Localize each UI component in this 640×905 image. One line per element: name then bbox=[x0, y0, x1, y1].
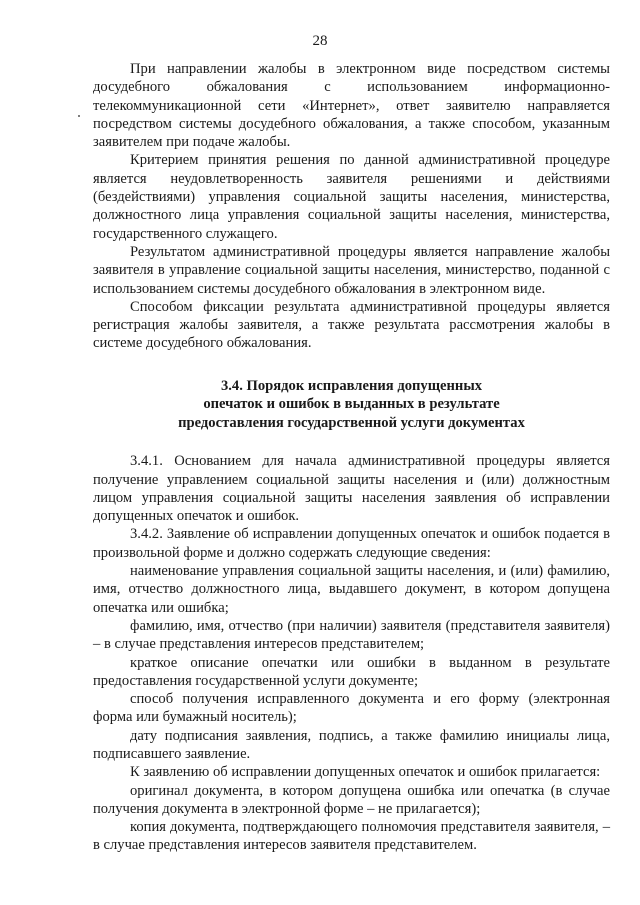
list-item: фамилию, имя, отчество (при наличии) заявителя (представителя заявителя) – в случае представления интересов представителем; bbox=[93, 617, 610, 653]
paragraph: Результатом административной процедуры является направление жалобы заявителя в управление социальной защиты населения, министерство, поданной с использованием системы досудебного обжалования в электронном виде. bbox=[93, 243, 610, 297]
section-heading-line: 3.4. Порядок исправления допущенных bbox=[220, 377, 483, 394]
paragraph: К заявлению об исправлении допущенных опечаток и ошибок прилагается: bbox=[130, 764, 601, 781]
list-item: копия документа, подтверждающего полномочия представителя заявителя, – в случае представления интересов заявителя представителем. bbox=[93, 819, 610, 854]
section-heading bbox=[93, 377, 610, 433]
document-body bbox=[93, 60, 610, 855]
list-item: способ получения исправленного документа и его форму (электронная форма или бумажный носитель); bbox=[93, 691, 610, 726]
paragraph: Способом фиксации результата административной процедуры является регистрация жалобы заявителя, а также результата рассмотрения жалобы в системе досудебного обжалования. bbox=[93, 298, 610, 352]
list-item: дату подписания заявления, подпись, а также фамилию инициалы лица, подписавшего заявление. bbox=[93, 727, 610, 762]
scan-speck bbox=[78, 115, 80, 117]
paragraph: Критерием принятия решения по данной административной процедуре является неудовлетворенность заявителя решениями и действиями (бездействиями) управления социальной защиты населения, министерства, должностного лица управления социальной защиты населения, министерства, государственного служащего. bbox=[93, 152, 610, 242]
list-item: оригинал документа, в котором допущена ошибка или опечатка (в случае получения документа в электронной форме – не прилагается); bbox=[93, 782, 610, 817]
section-heading-line: предоставления государственной услуги документах bbox=[178, 414, 525, 431]
list-item: краткое описание опечатки или ошибки в выданном в результате предоставления государственной услуги документе; bbox=[93, 654, 610, 689]
list-item: наименование управления социальной защиты населения, и (или) фамилию, имя, отчество должностного лица, выдавшего документ, в котором допущена опечатка или ошибка; bbox=[93, 563, 610, 616]
paragraph: При направлении жалобы в электронном виде посредством системы досудебного обжалования с использованием информационно-телекоммуникационной сети «Интернет», ответ заявителю направляется посредством системы досудебного обжалования, а также способом, указанным заявителем при подаче жалобы. bbox=[93, 61, 610, 151]
section-heading-line: опечаток и ошибок в выданных в результате bbox=[203, 396, 500, 413]
paragraph: 3.4.2. Заявление об исправлении допущенных опечаток и ошибок подается в произвольной форме и должно содержать следующие сведения: bbox=[93, 526, 610, 561]
paragraph: 3.4.1. Основанием для начала административной процедуры является получение управлением социальной защиты населения и (или) должностным лицом управления социальной защиты населения заявления об исправлении допущенных опечаток и ошибок. bbox=[93, 453, 610, 525]
page-number: 28 bbox=[312, 33, 328, 49]
